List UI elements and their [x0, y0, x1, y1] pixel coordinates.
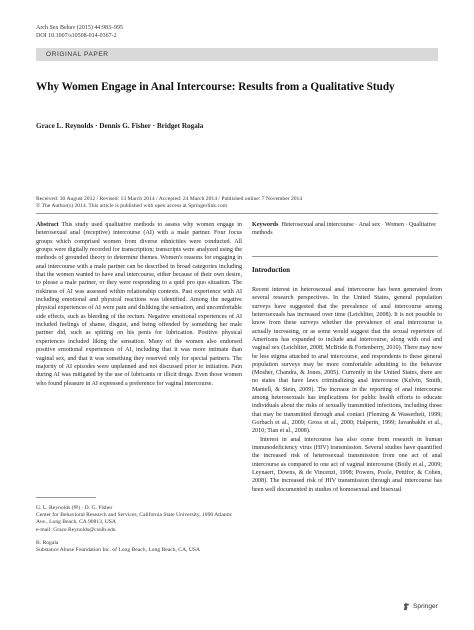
- journal-citation: [36, 24, 123, 40]
- journal-line: Arch Sex Behav (2015) 44:983–995: [36, 25, 123, 31]
- received-dates: Received: 30 August 2012 / Revised: 13 March 2014 / Accepted: 24 March 2014 / Published online: 7 November 2014: [36, 196, 303, 202]
- section-heading-introduction: Introduction: [252, 266, 290, 274]
- copyright-notice: © The Author(s) 2014. This article is published with open access at Springerlink.com: [36, 203, 228, 209]
- publisher-logo: [402, 602, 438, 611]
- publication-history: [36, 196, 456, 210]
- affiliation-2: B. Rogala Substance Abuse Foundation Inc. of Long Beach, Long Beach, CA, USA: [36, 539, 201, 554]
- abstract-text: This study used qualitative methods to assess why women engage in heterosexual anal (receptive) intercourse (AI) with a male partner. Four focus groups which comprised women from diverse ethnicities were conducted. All groups were digitally recorded for transcription; transcripts were analyzed using the methods of grounded theory to determine themes. Women's reasons for engaging in anal intercourse with a male partner can be described in broad categories including that the women wanted to have anal intercourse, either because of their own desire, to please a male partner, or they were responding to a quid pro quo situation. The riskiness of AI was assessed within relationship contexts. Past experience with AI including emotional and physical reactions was identified. Among the negative physical experiences of AI were pain and disliking the sensation, and uncomfortable side effects, such as bleeding of the rectum. Negative emotional experiences of AI included feelings of shame, disgust, and being offended by something her male partner did, such as spitting on his penis for lubrication. Positive physical experiences included liking the sensation. Many of the women also endorsed positive emotional experiences of AI, including that it was more intimate than vaginal sex, and that it was something they reserved only for special partners. The majority of AI episodes were unplanned and not discussed prior to initiation. Pain during AI was mitigated by the use of lubricants or illicit drugs. Even those women who found pleasure in AI expressed a preference for vaginal intercourse.: [36, 222, 242, 387]
- article-type-label: ORIGINAL PAPER: [46, 51, 109, 58]
- abstract-label: Abstract: [36, 222, 59, 228]
- affiliation-1: G. L. Reynolds (✉) · D. G. Fisher Center for Behavioral Research and Services, California State University, 1090 Atlantic Ave., Long Beach, CA 90813, USA e-mail: Grace.Reynolds@csulb.edu: [36, 505, 233, 533]
- divider: [36, 213, 438, 214]
- paragraph: Recent interest in heterosexual anal intercourse has been generated from several research perspectives. In the United States, general population surveys have suggested that the prevalence of anal intercourse among heterosexuals has increased over time (Leichliter, 2008). It is not possible to know from these surveys whether the prevalence of anal intercourse is actually increasing, or as some would suggest that the sexual repertoire of Americans has expanded to include anal intercourse, along with oral and vaginal sex (Leichliter, 2008; McBride & Fortenberry, 2010). There may now be less stigma attached to anal intercourse, and respondents to these general population surveys may be more comfortable admitting to the behavior (Mosher, Chandra, & Jones, 2005). Currently in the United States, there are no states that have laws criminalizing anal intercourse (Kelvin, Smith, Mantell, & Stein, 2009). The increase in the reporting of anal intercourse among heterosexuals has implications for public health efforts to educate individuals about the risks of sexually transmitted infections, including those that may be transmitted through anal contact (Fleming & Wasserheit, 1999; Gorbach et al., 2009; Gross et al., 2000; Halperin, 1999; Javanbakht et al., 2010; Tian et al., 2008).: [252, 287, 442, 435]
- divider: [252, 256, 438, 257]
- doi-line: DOI 10.1007/s10508-014-0367-2: [36, 33, 117, 39]
- keywords: [252, 221, 442, 238]
- footnote-divider: [36, 497, 96, 498]
- paragraph: Interest in anal intercourse has also come from research in human immunodeficiency virus (HIV) transmission. Several studies have quantified the increased risk of heterosexual transmission from one act of anal intercourse as compared to one act of vaginal intercourse (Boily et al., 2009; Leynaert, Downs, & de Vincenzi, 1998; Powers, Poole, Pettifor, & Cohen, 2008). The increased risk of HIV transmission through anal intercourse has been well documented in studies of homosexual and bisexual: [252, 436, 442, 493]
- springer-horse-icon: [402, 602, 411, 611]
- article-title: Why Women Engage in Anal Intercourse: Results from a Qualitative Study: [36, 81, 395, 93]
- author-list: Grace L. Reynolds · Dennis G. Fisher · Bridget Rogala: [36, 122, 204, 130]
- introduction-body: [252, 286, 442, 494]
- keywords-label: Keywords: [252, 222, 279, 228]
- abstract: [36, 221, 242, 388]
- keywords-text: Heterosexual anal intercourse · Anal sex · Women · Qualitative methods: [252, 222, 437, 237]
- publisher-name: Springer: [413, 603, 438, 610]
- affiliations: [36, 505, 242, 560]
